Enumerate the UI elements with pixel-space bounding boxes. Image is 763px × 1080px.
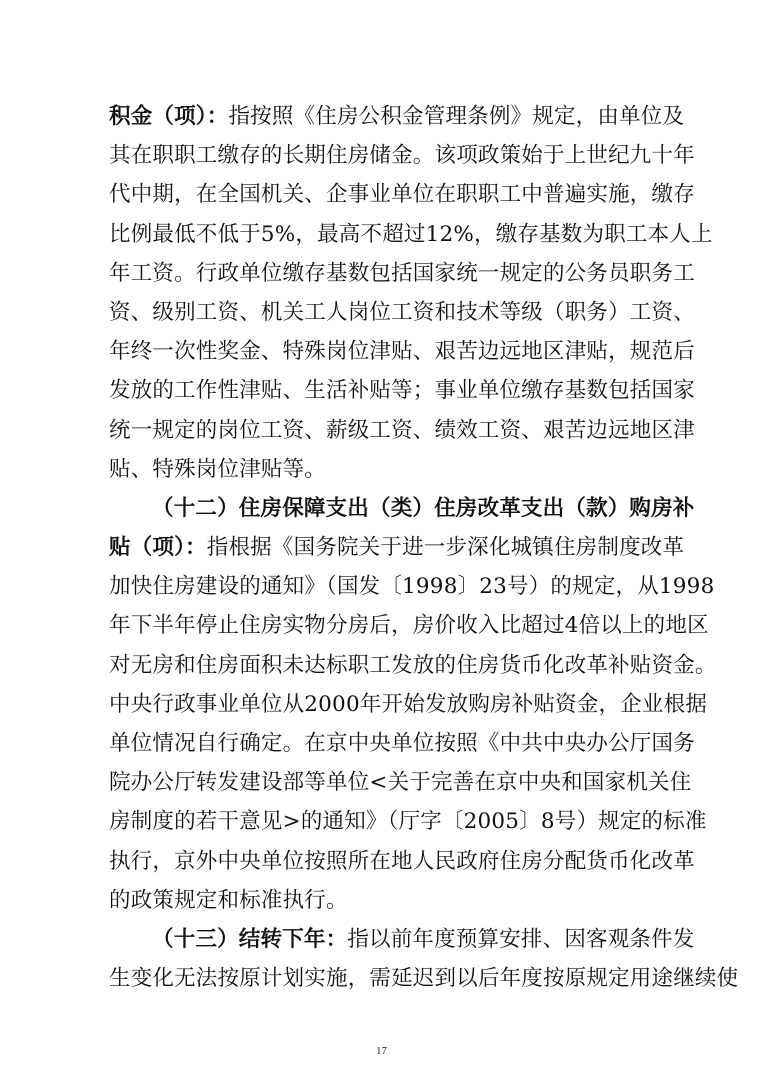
text-line: 执行，京外中央单位按照所在地人民政府住房分配货币化改革 <box>109 848 695 874</box>
text-line: 中央行政事业单位从2000年开始发放购房补贴资金，企业根据 <box>109 691 708 717</box>
text-line: 贴（项）：指根据《国务院关于进一步深化城镇住房制度改革 <box>109 535 685 561</box>
text-line: 资、级别工资、机关工人岗位工资和技术等级（职务）工资、 <box>109 299 695 325</box>
text-line: 年终一次性奖金、特殊岗位津贴、艰苦边远地区津贴，规范后 <box>109 339 695 365</box>
text-line: 年下半年停止住房实物分房后，房价收入比超过4倍以上的地区 <box>109 613 709 639</box>
document-body <box>109 97 739 998</box>
text-line: 代中期，在全国机关、企事业单位在职职工中普遍实施，缴存 <box>109 182 695 208</box>
text-line: 比例最低不低于5%，最高不超过12%，缴存基数为职工本人上 <box>109 221 713 247</box>
text-line: 积金（项）：指按照《住房公积金管理条例》规定，由单位及 <box>109 104 685 129</box>
item-heading: 贴（项）： <box>109 535 207 561</box>
text-line: 生变化无法按原计划实施，需延迟到以后年度按原规定用途继续使 <box>109 966 739 992</box>
item-heading: 积金（项）： <box>109 104 229 129</box>
text-line: 单位情况自行确定。在京中央单位按照《中共中央办公厅国务 <box>109 731 695 756</box>
text-line <box>109 489 695 528</box>
item-heading: （十二）住房保障支出（类）住房改革支出（款）购房补 <box>152 495 695 521</box>
text-line: 对无房和住房面积未达标职工发放的住房货币化改革补贴资金。 <box>109 652 717 678</box>
paragraph-housing-purchase-subsidy <box>109 489 717 920</box>
item-heading: （十三）结转下年： <box>152 926 348 952</box>
text-line: （十三）结转下年：指以前年度预算安排、因客观条件发 <box>152 926 695 952</box>
text-line: 年工资。行政单位缴存基数包括国家统一规定的公务员职务工 <box>109 260 695 286</box>
text-line: 统一规定的岗位工资、薪级工资、绩效工资、艰苦边远地区津 <box>109 417 695 443</box>
page-number: 17 <box>376 1045 387 1057</box>
text-line: 其在职职工缴存的长期住房储金。该项政策始于上世纪九十年 <box>109 143 695 169</box>
text-line: 的政策规定和标准执行。 <box>109 887 348 913</box>
paragraph-housing-provident-fund <box>109 97 713 489</box>
text-line: 贴、特殊岗位津贴等。 <box>109 456 327 482</box>
text-line: 院办公厅转发建设部等单位<关于完善在京中央和国家机关住 <box>109 770 692 796</box>
paragraph-carry-over <box>109 920 739 998</box>
text-line: 发放的工作性津贴、生活补贴等；事业单位缴存基数包括国家 <box>109 378 695 404</box>
text-line: 加快住房建设的通知》（国发〔1998〕23号）的规定，从1998 <box>109 574 715 600</box>
text-line: 房制度的若干意见>的通知》（厅字〔2005〕8号）规定的标准 <box>109 809 707 835</box>
